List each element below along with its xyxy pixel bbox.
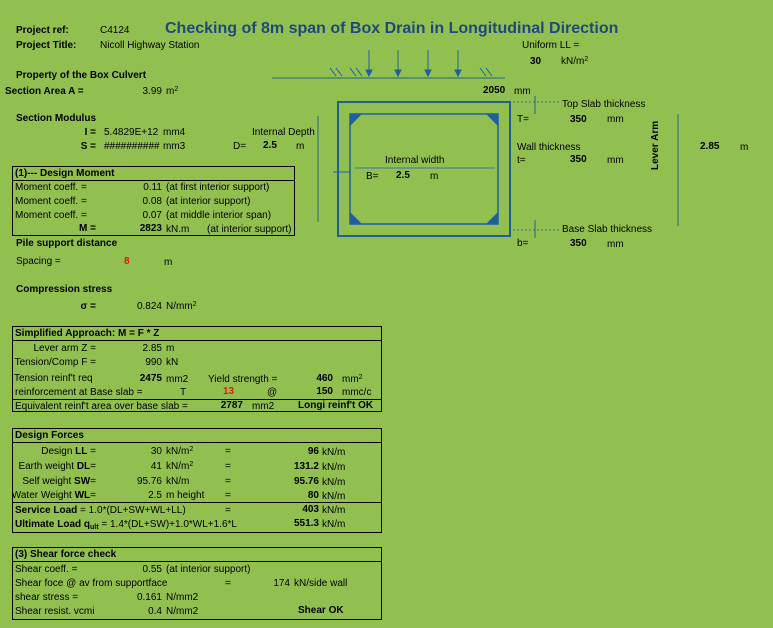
shear-stress-value: 0.161 [136,592,162,603]
internal-depth-label: Internal Depth [252,127,315,138]
pile-support-heading: Pile support distance [16,238,118,249]
ultimate-load-label: Ultimate Load qult = 1.4*(DL+SW)+1.0*WL+1.6*L [15,519,237,531]
uniform-ll-unit: $kN/m^2$ [561,56,589,67]
shear-coeff-value: 0.55 [142,564,162,575]
moment-coeff-value: 0.08 [142,196,162,207]
box-outer [338,102,510,236]
force-row-eq: = [225,476,231,487]
moment-coeff-label: Moment coeff. = [15,210,87,221]
moment-coeff-label: Moment coeff. = [15,182,87,193]
force-row-eq: = [225,461,231,472]
moment-coeff-value: 0.07 [142,210,162,221]
box-inner [350,114,498,224]
uniform-ll-value: 30 [530,56,542,67]
section-area-unit: $m^2$ [166,86,179,97]
t-unit: mm [607,155,624,166]
B-value: 2.5 [396,170,410,181]
force-row-unit: $kN/m^2$ [166,461,194,472]
reinf-req-value: 2475 [139,373,162,384]
yield-value: 460 [316,373,333,384]
project-ref-value: C4124 [100,25,130,36]
top-slab-label: Top Slab thickness [562,99,646,110]
I-label: I = [84,127,96,138]
shear-status: Shear OK [298,605,344,616]
yield-unit: $mm^2$ [342,374,363,385]
T-label: T= [517,114,529,125]
reinf-req-unit: mm2 [166,374,189,385]
shear-force-label: Shear foce @ av from supportface [15,578,168,589]
service-load-label: Service Load = 1.0*(DL+SW+WL+LL) [15,505,186,516]
simplified-heading: Simplified Approach: M = F * Z [15,328,160,339]
service-load-value: 403 [302,504,319,515]
t-value: 350 [570,154,587,165]
S-label: S = [80,141,96,152]
M-label: M = [79,223,96,234]
spacing-unit: m [164,257,173,268]
B-label: B= [366,171,379,182]
property-heading: Property of the Box Culvert [16,70,147,81]
project-ref-label: Project ref: [16,25,69,36]
sigma-label: σ = [80,301,96,312]
reinf-req-label: Tension reinf't req [14,373,93,384]
force-row-eq: = [225,446,231,457]
force-row-result-unit: kN/m [322,477,346,488]
shear-resist-label: Shear resist. vcmi [15,606,95,617]
service-load-unit: kN/m [322,505,346,516]
force-row-value: 41 [150,461,162,472]
tension-comp-unit: kN [166,357,179,368]
force-row-unit: $kN/m^2$ [166,446,194,457]
project-title-value: Nicoll Highway Station [100,40,200,51]
base-slab-label: Base Slab thickness [562,224,653,235]
shear-coeff-note: (at interior support) [166,564,251,575]
compression-stress-heading: Compression stress [16,284,113,295]
sigma-value: 0.824 [136,301,162,312]
S-unit: mm3 [163,141,186,152]
section-area-label: Section Area A = [5,86,84,97]
b-label: b= [517,238,529,249]
shear-force-value: 174 [273,578,290,589]
shear-stress-label: shear stress = [15,592,79,603]
M-note: (at interior support) [207,224,292,235]
force-row-label: Self weight SW= [22,476,96,487]
base-reinf-diameter: 13 [223,386,235,397]
shear-resist-unit: N/mm2 [166,606,199,617]
I-unit: mm4 [163,127,186,138]
b-value: 350 [570,238,587,249]
lever-arm-value: 2.85 [700,141,720,152]
force-row-eq: = [225,490,231,501]
lever-arm-z-label: Lever arm Z = [33,343,96,354]
force-row-unit: kN/m [166,476,190,487]
force-row-unit: m height [166,490,205,501]
uniform-ll-label: Uniform LL = [522,40,580,51]
service-load-eq: = [225,505,231,516]
force-row-result: 95.76 [293,476,319,487]
moment-coeff-note: (at interior support) [166,196,251,207]
M-unit: kN.m [166,224,190,235]
shear-force-eq: = [225,578,231,589]
design-moment-heading: (1)--- Design Moment [15,168,115,179]
ultimate-load-unit: kN/m [322,519,346,530]
force-row-label: Earth weight DL= [18,461,96,472]
moment-coeff-note: (at middle interior span) [166,210,272,221]
force-row-value: 30 [150,446,162,457]
moment-coeff-label: Moment coeff. = [15,196,87,207]
M-value: 2823 [139,223,162,234]
lever-arm-z-unit: m [166,343,175,354]
D-value: 2.5 [263,140,277,151]
moment-coeff-note: (at first interior support) [166,182,270,193]
shear-coeff-label: Shear coeff. = [15,564,78,575]
I-value: 5.4829E+12 [104,127,159,138]
force-row-result: 96 [307,446,319,457]
force-row-result: 131.2 [293,461,319,472]
longi-reinf-status: Longi reinf't OK [298,400,374,411]
force-row-result-unit: kN/m [322,491,346,502]
b-unit: mm [607,239,624,250]
force-row-value: 95.76 [136,476,162,487]
tension-comp-value: 990 [145,357,162,368]
ultimate-load-value: 551.3 [293,518,319,529]
equiv-area-label: Equivalent reinf't area over base slab = [15,401,188,412]
B-unit: m [430,171,439,182]
shear-resist-value: 0.4 [148,606,162,617]
total-height-unit: mm [514,86,531,97]
haunches [350,114,498,224]
total-height-value: 2050 [483,85,506,96]
yield-label: Yield strength = [208,374,278,385]
base-reinf-spacing: 150 [316,386,333,397]
shear-stress-unit: N/mm2 [166,592,199,603]
equiv-area-value: 2787 [220,400,243,411]
base-reinf-unit: mmc/c [342,387,372,398]
sigma-unit: $N/mm^2$ [166,301,197,312]
lever-arm-unit: m [740,142,749,153]
internal-width-label: Internal width [385,155,445,166]
t-label: t= [517,155,526,166]
spacing-value: 8 [124,256,130,267]
lever-arm-z-value: 2.85 [142,343,162,354]
design-forces-heading: Design Forces [15,430,84,441]
ground-hatch [330,68,492,76]
D-unit: m [296,141,305,152]
base-reinf-label: reinforcement at Base slab = [15,387,143,398]
project-title-label: Project Title: [16,40,77,51]
force-row-label: Design LL = [41,446,96,457]
load-arrows [366,50,461,76]
tension-comp-label: Tension/Comp F = [14,357,96,368]
force-row-result-unit: kN/m [322,447,346,458]
moment-coeff-value: 0.11 [143,182,162,193]
wall-thickness-label: Wall thickness [517,142,581,153]
spacing-label: Spacing = [16,256,61,267]
base-reinf-at: @ [267,387,278,398]
S-value: ########## [104,141,160,152]
section-modulus-heading: Section Modulus [16,113,96,124]
D-label: D= [233,141,247,152]
T-value: 350 [570,114,587,125]
force-row-result-unit: kN/m [322,462,346,473]
page-title: Checking of 8m span of Box Drain in Longitudinal Direction [165,20,619,37]
base-reinf-T: T [180,387,187,398]
lever-arm-label: Lever Arm [650,120,661,170]
section-area-value: 3.99 [142,86,162,97]
force-row-result: 80 [307,490,319,501]
equiv-area-unit: mm2 [252,401,275,412]
shear-force-unit: kN/side wall [294,578,348,589]
T-unit: mm [607,114,624,125]
force-row-value: 2.5 [148,490,162,501]
force-row-label: Water Weight WL= [11,490,96,501]
shear-heading: (3) Shear force check [15,549,117,560]
